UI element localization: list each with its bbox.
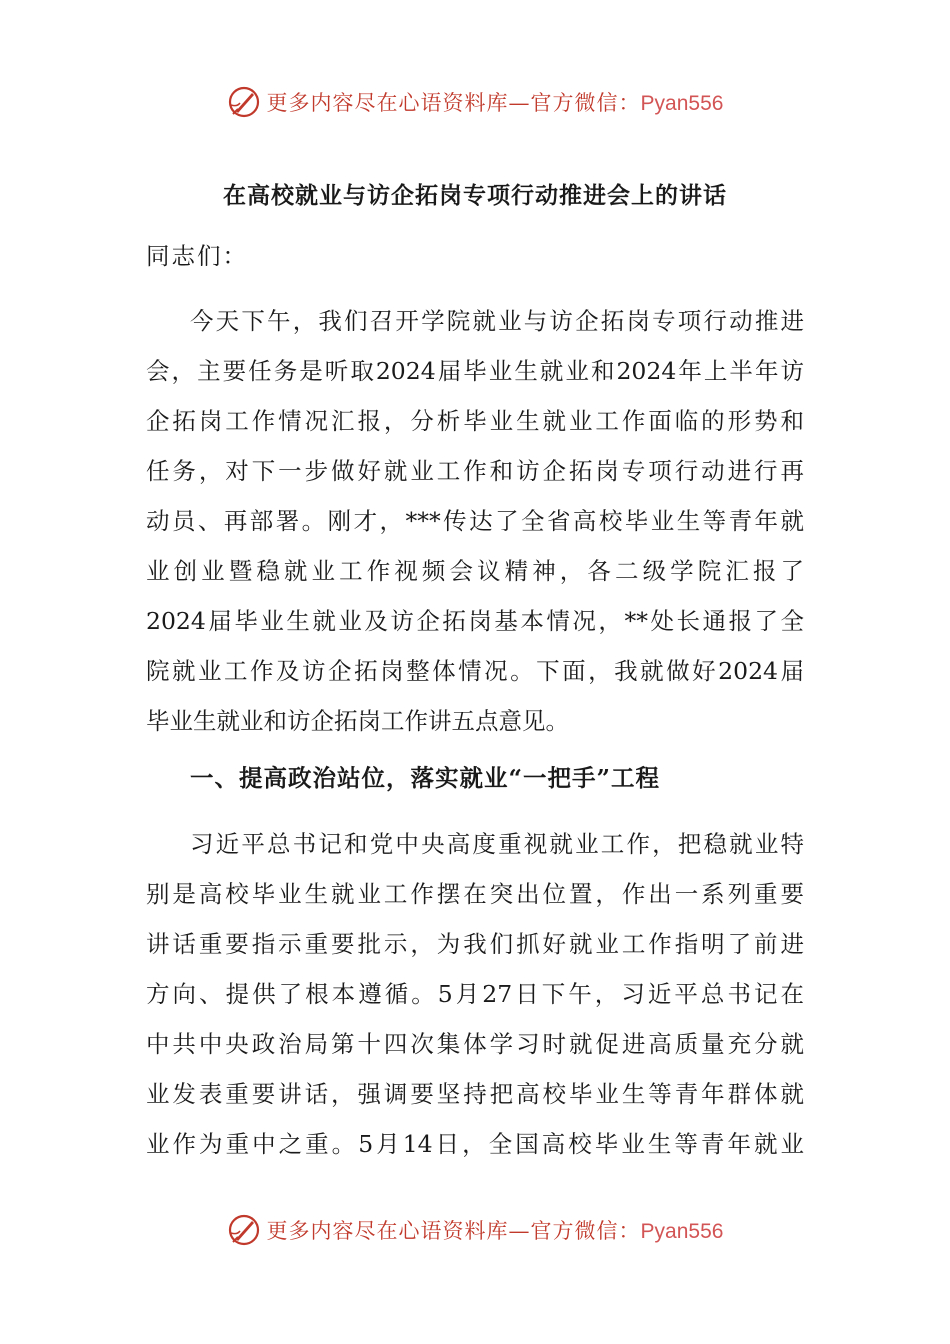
paragraph-line: 讲话重要指示重要批示，为我们抓好就业工作指明了前进 bbox=[146, 930, 804, 958]
paragraph-line: 业发表重要讲话，强调要坚持把高校毕业生等青年群体就 bbox=[146, 1080, 804, 1108]
paragraph-line: 任务，对下一步做好就业工作和访企拓岗专项行动进行再 bbox=[146, 457, 804, 485]
paragraph-line: 动员、再部署。刚才，***传达了全省高校毕业生等青年就 bbox=[146, 507, 804, 535]
paragraph-line: 今天下午，我们召开学院就业与访企拓岗专项行动推进 bbox=[190, 307, 804, 335]
paragraph-line: 企拓岗工作情况汇报，分析毕业生就业工作面临的形势和 bbox=[146, 407, 804, 435]
wechat-id: Pyan556 bbox=[640, 92, 724, 115]
quill-logo-icon bbox=[227, 1213, 261, 1247]
document-title: 在高校就业与访企拓岗专项行动推进会上的讲话 bbox=[223, 182, 727, 209]
paragraph-line: 方向、提供了根本遵循。5月27日下午，习近平总书记在 bbox=[146, 980, 804, 1008]
section-heading: 一、提高政治站位，落实就业“一把手”工程 bbox=[190, 764, 661, 792]
watermark-text: 更多内容尽在心语资料库—官方微信：Pyan556 bbox=[266, 1219, 724, 1243]
paragraph-line: 业作为重中之重。5月14日，全国高校毕业生等青年就业 bbox=[146, 1130, 804, 1158]
salutation: 同志们： bbox=[146, 242, 248, 270]
paragraph-line: 业创业暨稳就业工作视频会议精神，各二级学院汇报了 bbox=[146, 557, 804, 585]
paragraph-line: 院就业工作及访企拓岗整体情况。下面，我就做好2024届 bbox=[146, 657, 804, 685]
watermark-banner-top bbox=[0, 82, 950, 122]
paragraph-line: 习近平总书记和党中央高度重视就业工作，把稳就业特 bbox=[190, 830, 804, 858]
wechat-id: Pyan556 bbox=[640, 1220, 724, 1243]
quill-logo-icon bbox=[227, 85, 261, 119]
paragraph-line: 别是高校毕业生就业工作摆在突出位置，作出一系列重要 bbox=[146, 880, 804, 908]
paragraph-line: 中共中央政治局第十四次集体学习时就促进高质量充分就 bbox=[146, 1030, 804, 1058]
paragraph-line: 2024届毕业生就业及访企拓岗基本情况，**处长通报了全 bbox=[146, 607, 804, 635]
watermark-text: 更多内容尽在心语资料库—官方微信：Pyan556 bbox=[266, 91, 724, 115]
paragraph-line: 会，主要任务是听取2024届毕业生就业和2024年上半年访 bbox=[146, 357, 804, 385]
paragraph-line: 毕业生就业和访企拓岗工作讲五点意见。 bbox=[146, 707, 569, 735]
watermark-banner-bottom bbox=[0, 1210, 950, 1250]
